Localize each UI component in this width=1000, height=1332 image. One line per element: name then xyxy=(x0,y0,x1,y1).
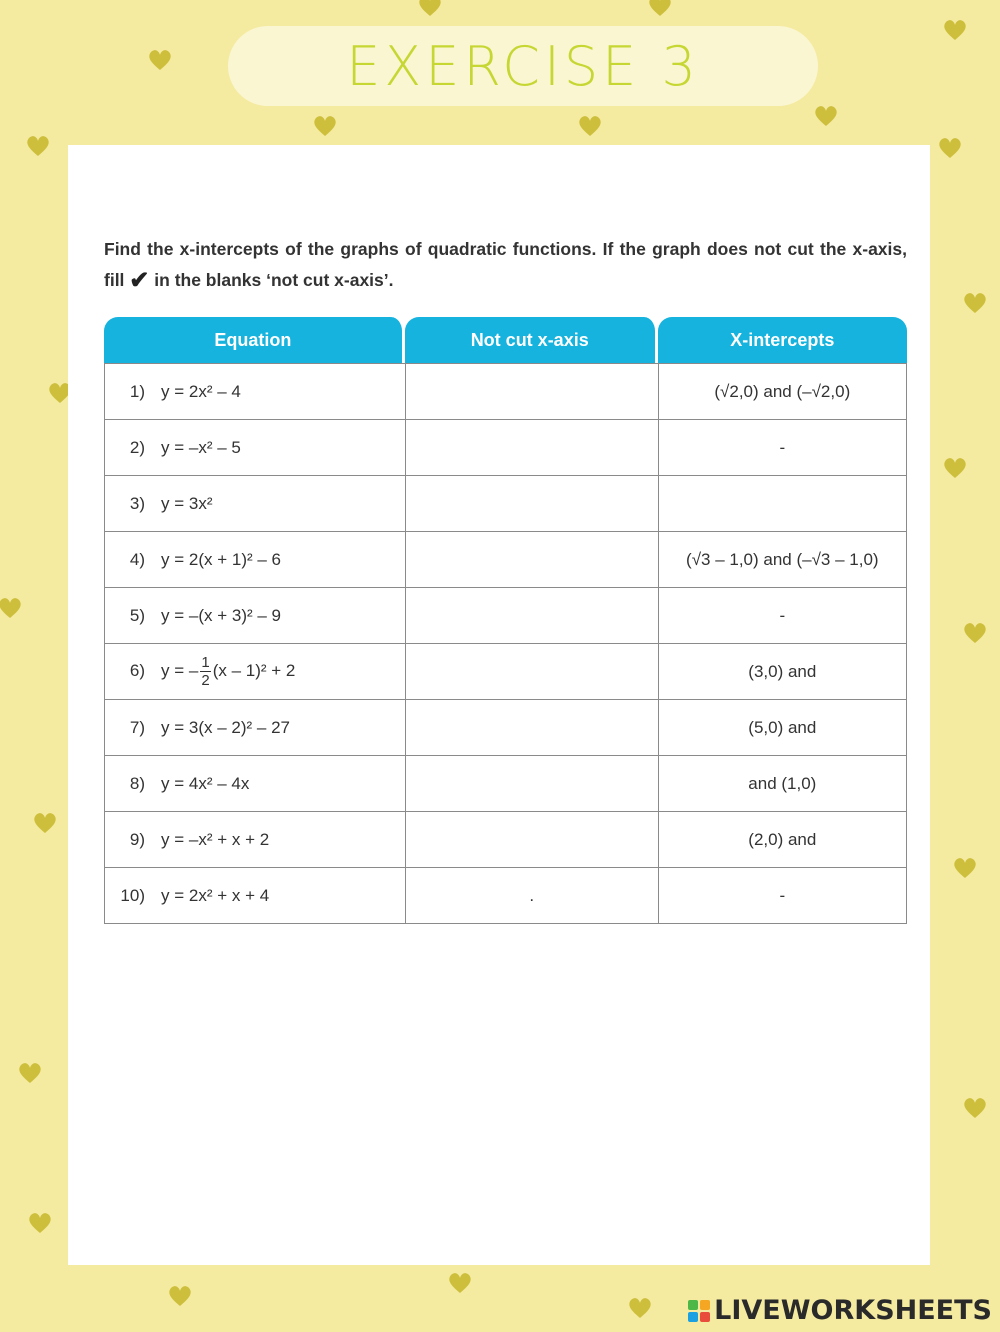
not-cut-input[interactable] xyxy=(405,588,658,644)
table-row xyxy=(104,476,907,532)
row-number: 2) xyxy=(129,437,145,457)
row-number: 9) xyxy=(129,829,145,849)
equation-text: y = 3x² xyxy=(161,493,213,513)
row-number: 6) xyxy=(129,660,145,680)
fraction-numerator: 1 xyxy=(201,654,210,671)
logo-mark-e xyxy=(700,1312,710,1322)
header-x-intercepts: X-intercepts xyxy=(658,317,907,363)
logo-mark-v xyxy=(688,1312,698,1322)
row-number: 5) xyxy=(129,605,145,625)
not-cut-input[interactable] xyxy=(405,476,658,532)
table-row xyxy=(104,868,907,924)
equation-cell xyxy=(104,588,405,644)
instructions-text-part1: Find the x-intercepts of the graphs of quadratic functions. If the graph does not cut the x-axis, fill xyxy=(104,239,907,290)
table-row xyxy=(104,756,907,812)
equation-cell xyxy=(104,868,405,924)
header-equation: Equation xyxy=(104,317,405,363)
equation-text: y = 2x² – 4 xyxy=(161,381,241,401)
row-number: 10) xyxy=(120,885,145,905)
equation-text: y = –(x + 3)² – 9 xyxy=(161,605,281,625)
x-intercepts-input[interactable]: (3,0) and xyxy=(658,644,907,700)
not-cut-input[interactable] xyxy=(405,756,658,812)
table-row xyxy=(104,532,907,588)
equation-cell xyxy=(104,644,405,700)
not-cut-input[interactable] xyxy=(405,420,658,476)
fraction-denominator: 2 xyxy=(201,672,210,689)
exercise-table xyxy=(104,317,907,924)
x-intercepts-input[interactable]: (√3 – 1,0) and (–√3 – 1,0) xyxy=(658,532,907,588)
logo-text: LIVEWORKSHEETS xyxy=(714,1295,992,1326)
not-cut-input[interactable] xyxy=(405,812,658,868)
equation-cell xyxy=(104,700,405,756)
equation-text: y = –x² + x + 2 xyxy=(161,829,270,849)
table-header-row xyxy=(104,317,907,363)
logo-mark-icon xyxy=(688,1300,710,1322)
page-title: EXERCISE 3 xyxy=(346,34,700,98)
not-cut-input[interactable] xyxy=(405,532,658,588)
equation-cell xyxy=(104,812,405,868)
not-cut-input[interactable] xyxy=(405,363,658,420)
equation-cell xyxy=(104,363,405,420)
table-row xyxy=(104,812,907,868)
instructions-text-part2: in the blanks ‘not cut x-axis’. xyxy=(154,270,394,290)
fraction-one-half xyxy=(200,654,210,689)
table-row xyxy=(104,700,907,756)
x-intercepts-input[interactable] xyxy=(658,476,907,532)
table-row xyxy=(104,588,907,644)
equation-text: y = 3(x – 2)² – 27 xyxy=(161,717,290,737)
liveworksheets-logo xyxy=(688,1295,992,1326)
x-intercepts-input[interactable]: - xyxy=(658,868,907,924)
not-cut-input[interactable] xyxy=(405,700,658,756)
row-number: 1) xyxy=(129,381,145,401)
equation-text: y = 2(x + 1)² – 6 xyxy=(161,549,281,569)
equation-text: y = 4x² – 4x xyxy=(161,773,250,793)
x-intercepts-input[interactable]: - xyxy=(658,588,907,644)
logo-mark-l xyxy=(688,1300,698,1310)
equation-cell xyxy=(104,420,405,476)
logo-mark-i xyxy=(700,1300,710,1310)
equation-text: y = 2x² + x + 4 xyxy=(161,885,270,905)
not-cut-input[interactable] xyxy=(405,644,658,700)
table-row xyxy=(104,420,907,476)
x-intercepts-input[interactable]: (√2,0) and (–√2,0) xyxy=(658,363,907,420)
title-banner xyxy=(228,26,818,106)
row-number: 3) xyxy=(129,493,145,513)
x-intercepts-input[interactable]: - xyxy=(658,420,907,476)
equation-text: y = –x² – 5 xyxy=(161,437,241,457)
x-intercepts-input[interactable]: (2,0) and xyxy=(658,812,907,868)
row-number: 7) xyxy=(129,717,145,737)
not-cut-input[interactable]: . xyxy=(405,868,658,924)
equation-prefix: y = – xyxy=(161,660,199,680)
equation-suffix: (x – 1)² + 2 xyxy=(212,660,296,680)
table-row xyxy=(104,644,907,700)
row-number: 8) xyxy=(129,773,145,793)
instructions xyxy=(104,234,907,296)
x-intercepts-input[interactable]: (5,0) and xyxy=(658,700,907,756)
x-intercepts-input[interactable]: and (1,0) xyxy=(658,756,907,812)
header-not-cut: Not cut x-axis xyxy=(405,317,658,363)
equation-text xyxy=(161,654,295,689)
equation-cell xyxy=(104,532,405,588)
row-number: 4) xyxy=(129,549,145,569)
equation-cell xyxy=(104,756,405,812)
equation-cell xyxy=(104,476,405,532)
table-row xyxy=(104,363,907,420)
checkmark-icon: ✔ xyxy=(129,267,150,294)
